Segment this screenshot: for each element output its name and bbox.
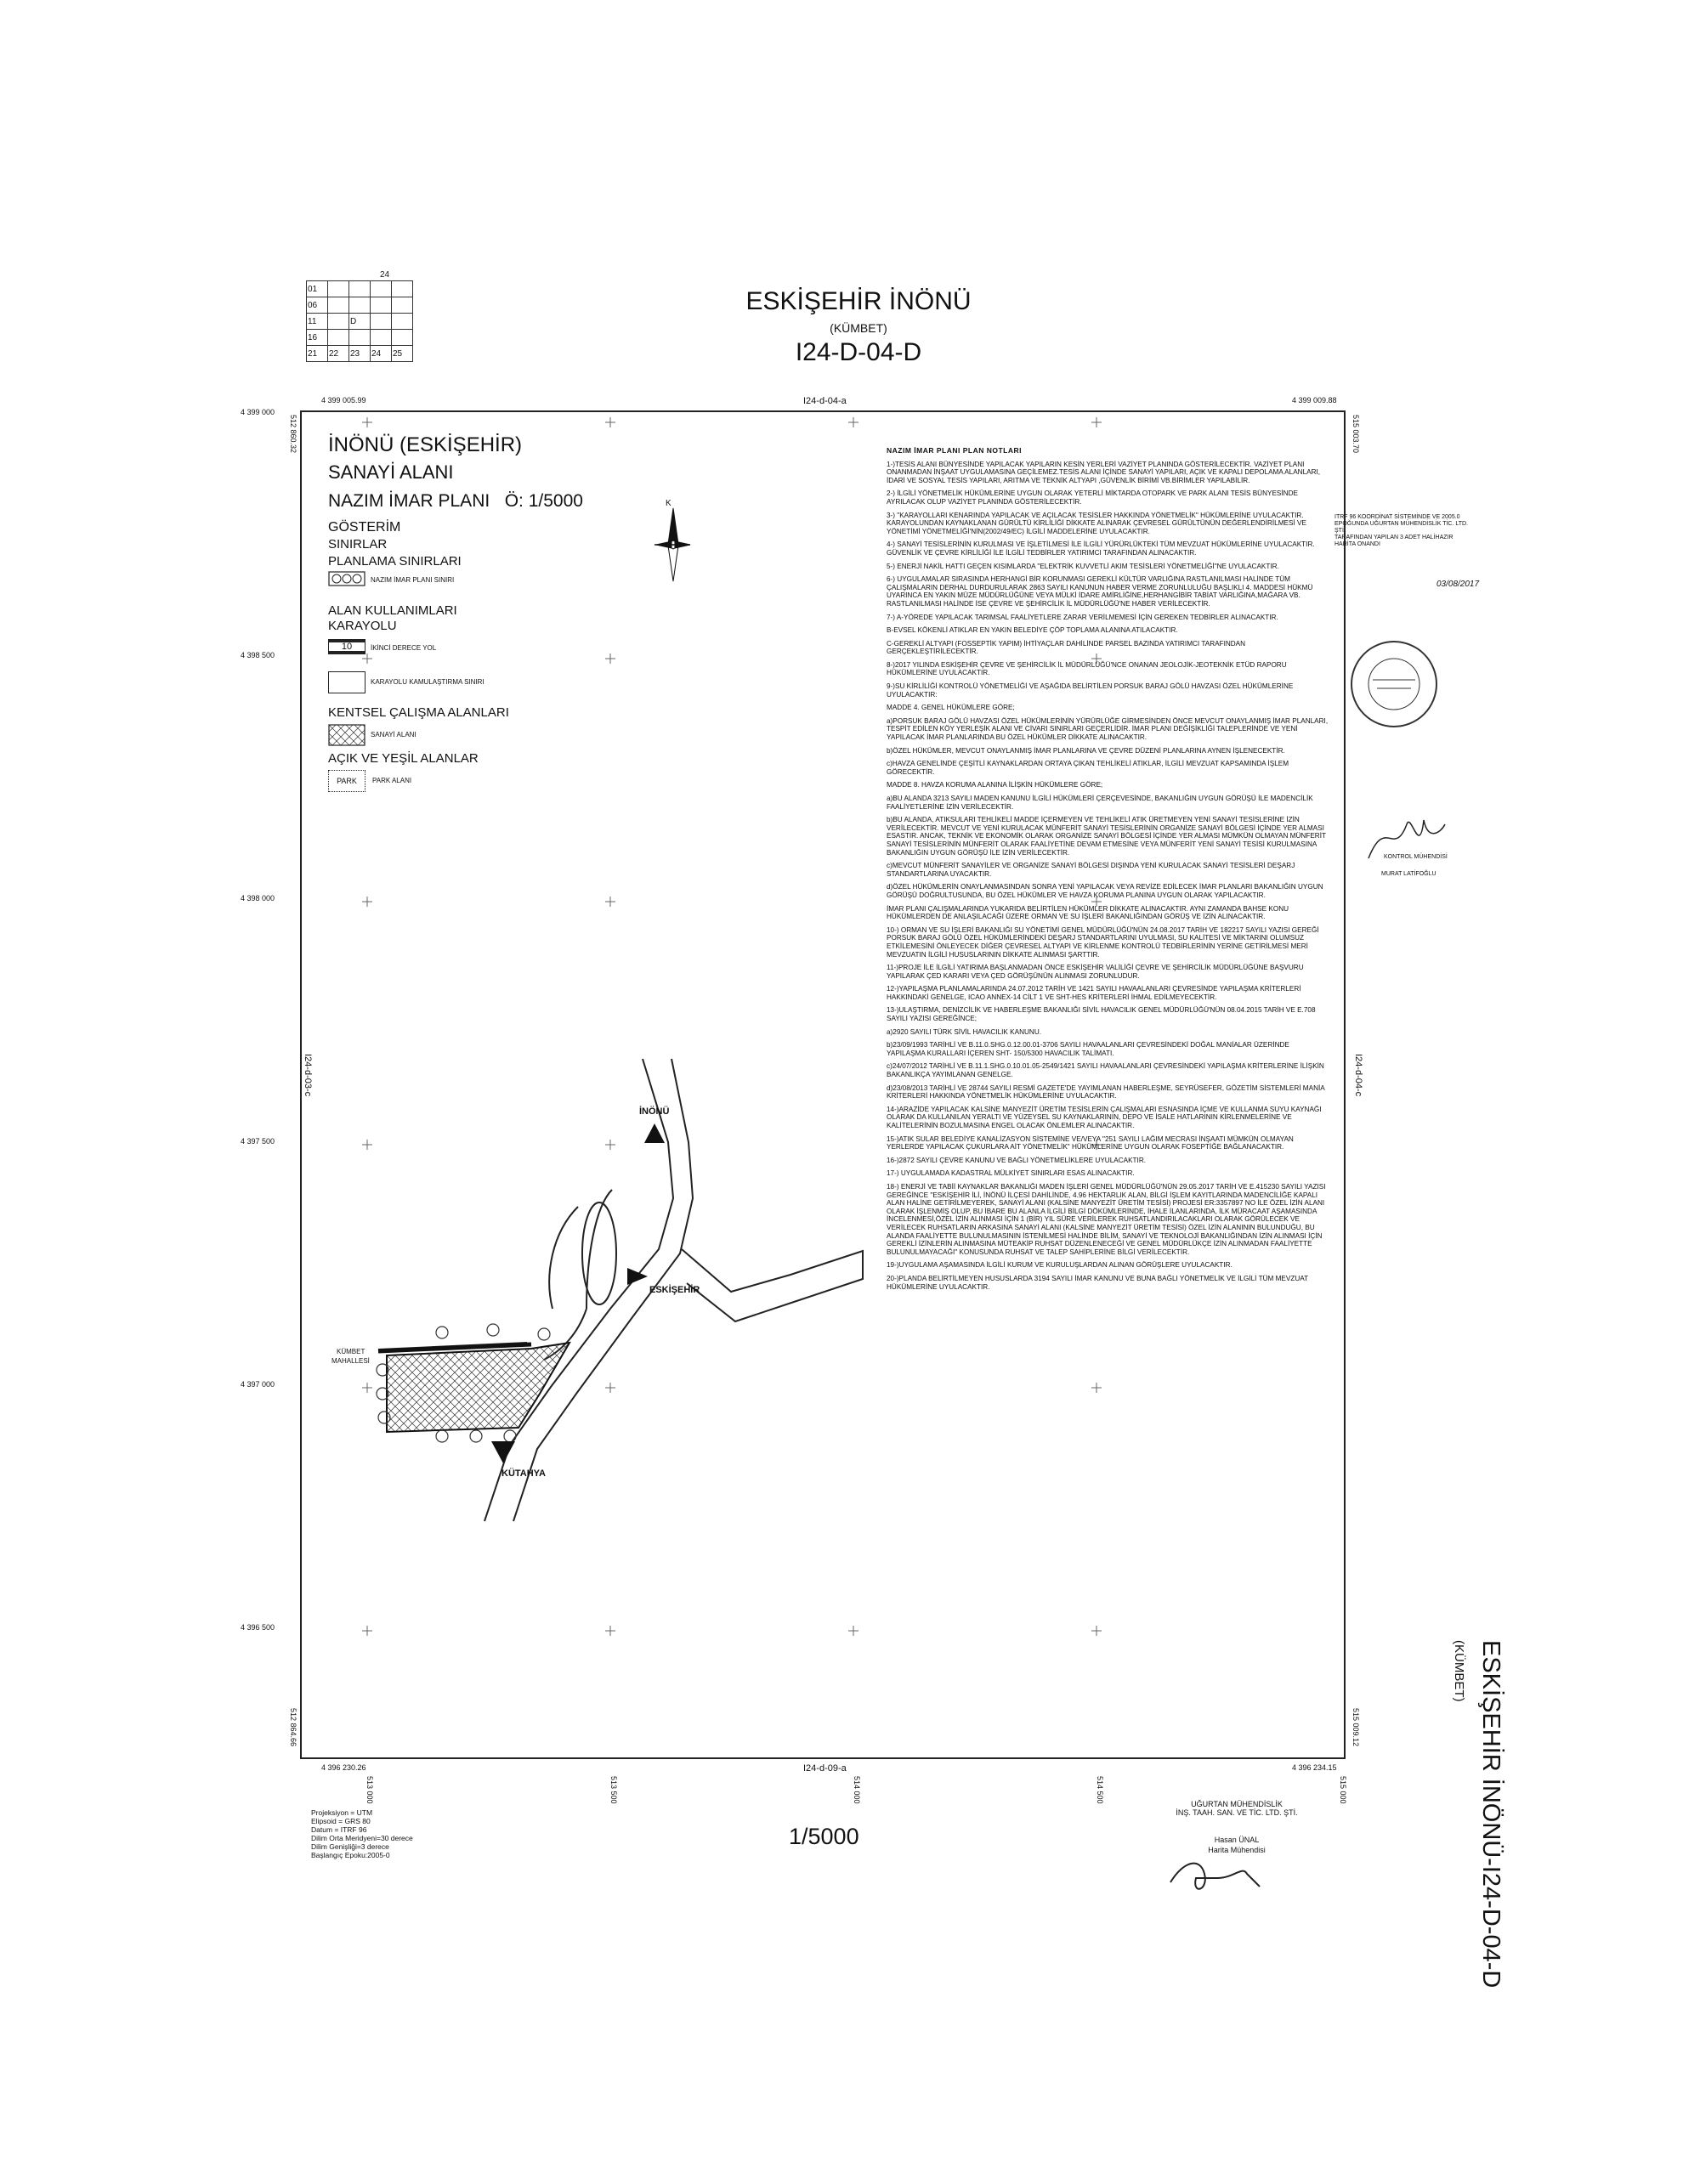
- northing-label: 4 398 000: [241, 894, 275, 902]
- plan-note-item: 17-) UYGULAMADA KADASTRAL MÜLKİYET SINIRLARI ESAS ALINACAKTIR.: [887, 1169, 1135, 1178]
- northing-label: 4 396 500: [241, 1623, 275, 1632]
- legend-alan: ALAN KULLANIMLARI: [328, 603, 457, 618]
- arrow-kutahya-icon: [491, 1441, 515, 1463]
- legend-sinirlar: SINIRLAR: [328, 537, 388, 552]
- plan-note-item: 16-)2872 SAYILI ÇEVRE KANUNU VE BAĞLI YÖNETMELİKLERE UYULACAKTIR.: [887, 1156, 1147, 1164]
- side-note-line: ITRF 96 KOORDİNAT SİSTEMİNDE VE 2005.0: [1334, 514, 1460, 520]
- controller-title: KONTROL MÜHENDİSİ: [1384, 854, 1448, 860]
- plan-boundary-symbol-icon: [328, 571, 366, 586]
- easting-label: 514 500: [1096, 1776, 1104, 1804]
- north-arrow-icon: [654, 508, 690, 581]
- index-grid-cell: 06: [307, 297, 328, 314]
- index-grid-cell: 24: [371, 346, 392, 362]
- arrow-eskisehir-icon: [627, 1268, 648, 1285]
- top-right-coord: 4 399 009.88: [1292, 396, 1337, 405]
- plan-note-item: a)2920 SAYILI TÜRK SİVİL HAVACILIK KANUNU.: [887, 1027, 1042, 1036]
- projection-line: Başlangıç Epoku:2005-0: [311, 1851, 390, 1859]
- legend-title-2: SANAYİ ALANI: [328, 461, 454, 483]
- right-bottom-easting: 515 009.12: [1352, 1708, 1360, 1747]
- plan-note-item: 11-)PROJE İLE İLGİLİ YATIRIMA BAŞLANMADAN ÖNCE ESKİŞEHİR VALİLİĞİ ÇEVRE VE ŞEHİRCİLİK MÜDÜRLÜĞÜNE BAŞVURU YAPILARAK ÇED KARARI VEYA ÇED GÖRÜŞÜNÜN ALINMASI ZORUNLUDUR.: [887, 964, 1304, 980]
- index-grid-cell: 23: [349, 346, 371, 362]
- plan-note-item: 15-)ATIK SULAR BELEDİYE KANALİZASYON SİSTEMİNE VE/VEYA "251 SAYILI LAĞIM MECRASI İNŞAATI MÜMKÜN OLMAYAN YERLERDE YAPILACAK ÇUKURLARA AİT YÖNETMELİK" HÜKÜMLERİNE UYGUN OLARAK FOSEPTİĞE BAĞLANACAKTIR.: [887, 1134, 1294, 1151]
- index-grid-cell: 22: [328, 346, 349, 362]
- legend-acik: AÇIK VE YEŞİL ALANLAR: [328, 751, 479, 766]
- legend-sanayi: SANAYİ ALANI: [371, 731, 416, 738]
- industrial-area: [387, 1343, 570, 1432]
- bottom-right-coord: 4 396 234.15: [1292, 1763, 1337, 1772]
- plan-note-item: MADDE 4. GENEL HÜKÜMLERE GÖRE;: [887, 704, 1015, 712]
- plan-note-item: c)24/07/2012 TARİHLİ VE B.11.1.SHG.0.10.01.05-2549/1421 SAYILI HAVAALANLARI ÇEVRESİNDEKİ YAPILAŞMA KRİTERLERİNE İLİŞKİN BAKANLIKÇA YAYIMLANAN GENELGE.: [887, 1062, 1324, 1079]
- plan-note-item: c)HAVZA GENELİNDE ÇEŞİTLİ KAYNAKLARDAN ORTAYA ÇIKAN TEHLİKELİ ATIKLAR, İLGİLİ MEVZUAT KAPSAMINDA İŞLEM GÖRECEKTİR.: [887, 760, 1289, 776]
- plan-note-item: 18-) ENERJİ VE TABİİ KAYNAKLAR BAKANLIĞI MADEN İŞLERİ GENEL MÜDÜRLÜĞÜ'NÜN 29.05.2017 TARİH VE E.415230 SAYILI YAZISI GEREĞİNCE "ESKİŞEHİR İLİ, İNÖNÜ İLÇESİ DAHİLİNDE, 4.96 HEKTARLIK ALAN, BİLGİ İŞLEM KAYITLARINDA MADENCİLİĞE KAPALI ALAN HALİNE GETİRİLMEYEREK, SANAYİ ALANI (KALSİNE MANYEZİT ÜRETİM TESİSİ) PROJESİ ER:3357897 NO İLE ÖZEL İZİN ALANI OLARAK İŞLENMİŞ OLUP, BU İBARE BU ALANLA İLGİLİ BİLGİ DÖKÜMLERİNDE, İHALE İLANLARINDA, İLK MÜRACAAT AŞAMASINDA İNCELENMESİ,ÖZEL İZİN ALINMASI İÇİN 1 (BİR) YIL SÜRE VERİLEREK RUHSATLANDIRILACAKLARI OLARAK GÖRÜLECEK VE VERİLECEK RUHSATLARIN ARKASINA SANAYİ ALANI (KALSİNE MANYEZİT ÜRETİM TESİSİ) ÖZEL İZİN ALANININ BULUNDUĞU, BU ALANDA FAALİYETTE BULUNULMASININ İSTENİLMESİ HALİNDE BİLİM, SANAYİ VE TEKNOLOJİ BAKANLIĞINDAN İZİN ALINMASI İÇİN GEREKLİ İZİNLERİN ALINMASINA MÜTEAKİP RUHSAT DÜZENLENECEĞİ VE GENEL MÜDÜRLÜKÇE İZİN ALINMADAN FAALİYETTE BULUNULMAYACAĞI" KONUSUNDA RUHSAT VE TALEP SAHİPLERİNE BİLGİ VERİLECEKTİR.: [887, 1182, 1326, 1256]
- side-note: [1334, 514, 1479, 548]
- left-sheet-label: I24-d-03-c: [303, 1054, 313, 1097]
- projection-line: Datum = ITRF 96: [311, 1825, 367, 1834]
- index-corner-label: 24: [380, 270, 390, 280]
- company-line: İNŞ. TAAH. SAN. VE TİC. LTD. ŞTİ.: [1176, 1808, 1298, 1817]
- notes-title: NAZIM İMAR PLANI PLAN NOTLARI: [887, 446, 1022, 455]
- index-grid-cell: 16: [307, 330, 328, 346]
- plan-note-item: b)BU ALANDA, ATIKSULARI TEHLİKELİ MADDE İÇERMEYEN VE TEHLİKELİ ATIK ÜRETMEYEN YENİ SANAYİ TESİSLERİNE İZİN VERİLECEKTİR. MEVCUT VE YENİ KURULACAK MÜNFERİT SANAYİ TESİSLERİNİN ORGANİZE SANAYİ BÖLGESİ İÇİNDE YER ALMASI ESASTIR. ANCAK, TEKNİK VE EKONOMİK OLARAK ORGANİZE SANAYİ BÖLGESİ İÇİNDE YER ALMASI MÜMKÜN OLMAYAN MÜNFERİT SANAYİ TESİSLERİNİN MÜNFERİT OLARAK FAALİYETİNE DEVAM ETMESİNE VEYA MÜNFERİT YENİ SANAYİ TESİSİ KURULMASINA BAKANLIĞIN UYGUN GÖRÜŞÜ İLE İZİN VERİLECEKTİR.: [887, 816, 1326, 857]
- projection-line: Dilim Genişliği=3 derece: [311, 1842, 389, 1851]
- plan-note-item: a)PORSUK BARAJ GÖLÜ HAVZASI ÖZEL HÜKÜMLERİNİN YÜRÜRLÜĞE GİRMESİNDEN ÖNCE MEVCUT ONAYLANMIŞ İMAR PLANLARI, TESPİT EDİLEN KÖY YERLEŞİK ALANI VE CİVARI SINIRLARI GEÇERLİDİR. İMAR PLANI DEĞİŞİKLİĞİ TALEPLERİNDE VE YENİ YAPILACAK İMAR PLANLARINDA BU ÖZEL HÜKÜMLER DİKKATE ALINACAKTIR.: [887, 716, 1329, 742]
- legend-ikinci: İKİNCİ DERECE YOL: [371, 644, 437, 652]
- plan-note-item: 13-)ULAŞTIRMA, DENİZCİLİK VE HABERLEŞME BAKANLIĞI SİVİL HAVACILIK GENEL MÜDÜRLÜĞÜ'NÜN 08.04.2015 TARİH VE E.708 SAYILI YAZISI GEREĞİNCE;: [887, 1006, 1316, 1023]
- northing-label: 4 398 500: [241, 651, 275, 659]
- legend-gosterim: GÖSTERİM: [328, 520, 401, 535]
- index-grid-cell: 11: [307, 314, 328, 330]
- northing-label: 4 399 000: [241, 408, 275, 416]
- engineer-signature-icon: [1166, 1853, 1285, 1904]
- engineer-name: Hasan ÜNAL: [1214, 1836, 1260, 1844]
- left-top-easting: 512 860.32: [289, 415, 298, 454]
- engineer-title: Harita Mühendisi: [1208, 1846, 1266, 1854]
- legend-park: PARK ALANI: [372, 777, 412, 784]
- label-eskisehir: ESKİŞEHİR: [649, 1285, 700, 1295]
- top-left-coord: 4 399 005.99: [321, 396, 366, 405]
- vertical-title: ESKİŞEHİR İNÖNÜ-I24-D-04-D: [1477, 1640, 1504, 1989]
- road-number: 10: [341, 642, 353, 652]
- side-note-date: 03/08/2017: [1436, 580, 1480, 589]
- notes-list: [887, 461, 1329, 1292]
- plan-note-item: d)23/08/2013 TARİHLİ VE 28744 SAYILI RESMİ GAZETE'DE YAYIMLANAN HABERLEŞME, SEYRÜSEFER, GÖZETİM SİSTEMLERİ MANİA KRİTERLERİ HAKKINDA YÖNETMELİK HÜKÜMLERİNE UYULACAKTIR.: [887, 1084, 1325, 1100]
- plan-note-item: 19-)UYGULAMA AŞAMASINDA İLGİLİ KURUM VE KURULUŞLARDAN ALINAN GÖRÜŞLERE UYULACAKTIR.: [887, 1261, 1232, 1270]
- left-bottom-easting: 512 864.66: [289, 1708, 298, 1747]
- side-note-line: HARİTA ONANDI: [1334, 541, 1380, 547]
- plan-note-item: 8-)2017 YILINDA ESKİŞEHİR ÇEVRE VE ŞEHİRCİLİK İL MÜDÜRLÜĞÜ'NCE ONANAN JEOLOJİK-JEOTEKNİK ETÜD RAPORU HÜKÜMLERİNE UYULACAKTIR.: [887, 660, 1287, 677]
- expropriation-symbol: [328, 671, 366, 693]
- road-symbol: [328, 639, 366, 654]
- plan-note-item: 6-) UYGULAMALAR SIRASINDA HERHANGİ BİR KORUNMASI GEREKLİ KÜLTÜR VARLIĞINA RASTLANILMASI HALİNDE TÜM ÇALIŞMALARIN DERHAL DURDURULARAK 2863 SAYILI KANUNUN HABER VERME ZORUNLULUĞU BAŞLIKLI 4. MADDESİ HÜKMÜ UYARINCA EN YAKIN MÜZE MÜDÜRLÜĞÜNE VEYA MÜLKİ İDARE AMİRLİĞİNE,HERHANGİBİR TABİAT VARLIĞINA,MAĞARA VB. RASTLANILMASI HALİNDE İSE ÇEVRE VE ŞEHİRCİLİK İL MÜDÜRLÜĞÜ'NE HABER VERİLECEKTİR.: [887, 575, 1313, 608]
- plan-note-item: MADDE 8. HAVZA KORUMA ALANINA İLİŞKİN HÜKÜMLERE GÖRE;: [887, 781, 1103, 789]
- legend-karayolu: KARAYOLU: [328, 619, 397, 633]
- plan-note-item: b)ÖZEL HÜKÜMLER, MEVCUT ONAYLANMIŞ İMAR PLANLARINA VE ÇEVRE DÜZENİ PLANLARINA AYNEN İŞLENECEKTİR.: [887, 746, 1285, 755]
- controller-name: MURAT LATİFOĞLU: [1381, 871, 1436, 877]
- legend-planlama: PLANLAMA SINIRLARI: [328, 554, 462, 569]
- plan-note-item: C-GEREKLİ ALTYAPI (FOSSEPTİK YAPIM) İHTİYAÇLAR DAHİLİNDE PARSEL BAZINDA YATIRIMCI TARAFINDAN GERÇEKLEŞTİRİLECEKTİR.: [887, 639, 1246, 656]
- legend-title-3: NAZIM İMAR PLANI Ö: 1/5000: [328, 491, 583, 511]
- plan-note-item: 9-)SU KİRLİLİĞİ KONTROLÜ YÖNETMELİĞİ VE AŞAĞIDA BELİRTİLEN PORSUK BARAJ GÖLÜ HAVZASI ÖZEL HÜKÜMLERİNE UYULACAKTIR:: [887, 682, 1294, 699]
- plan-note-item: 20-)PLANDA BELİRTİLMEYEN HUSUSLARDA 3194 SAYILI İMAR KANUNU VE BUNA BAĞLI YÖNETMELİK VE İLGİLİ TÜM MEVZUAT HÜKÜMLERİNE UYULACAKTIR.: [887, 1274, 1308, 1291]
- index-grid-cell: 01: [307, 281, 328, 297]
- plan-note-item: 3-) "KARAYOLLARI KENARINDA YAPILACAK VE AÇILACAK TESİSLER HAKKINDA YÖNETMELİK" HÜKÜMLERİNE UYULACAKTIR. KARAYOLUNDAN KAYNAKLANAN GÜRÜLTÜ KİRLİLİĞİ DİKKATE ALINARAK ÇEVRESEL GÜRÜLTÜNÜN DEĞERLENDİRİLMESİ VE YÖNETİMİ YÖNETMELİĞİ'NİN(2002/49/EC) İLGİLİ MADDELERİNE UYULACAKTIR.: [887, 511, 1306, 535]
- easting-label: 514 000: [853, 1776, 861, 1804]
- sheet-number: I24-D-04-D: [795, 338, 922, 366]
- index-grid-cell: 25: [392, 346, 413, 362]
- company-block: [1143, 1800, 1330, 1817]
- sheet-title: ESKİŞEHİR İNÖNÜ: [745, 287, 972, 315]
- legend-kentsel: KENTSEL ÇALIŞMA ALANLARI: [328, 705, 509, 720]
- plan-note-item: 5-) ENERJİ NAKİL HATTI GEÇEN KISIMLARDA "ELEKTRİK KUVVETLİ AKIM TESİSLERİ YÖNETMELİĞİ"NE UYULACAKTIR.: [887, 562, 1279, 570]
- park-symbol: [328, 770, 366, 792]
- official-seal-icon: [1347, 637, 1441, 731]
- index-grid-cell: 21: [307, 346, 328, 362]
- top-center-sheet: I24-d-04-a: [803, 396, 847, 406]
- park-symbol-label: PARK: [337, 777, 357, 785]
- side-note-line: EPOĞUNDA UĞURTAN MÜHENDİSLİK TİC. LTD. ŞTİ.: [1334, 521, 1469, 534]
- label-kutahya: KÜTAHYA: [502, 1468, 546, 1479]
- index-grid-cell: D: [349, 314, 371, 330]
- projection-info: [311, 1808, 413, 1859]
- plan-note-item: 1-)TESİS ALANI BÜNYESİNDE YAPILACAK YAPILARIN KESİN YERLERİ VAZİYET PLANINDA GÖSTERİLECEKTİR. VAZİYET PLANI ONANMADAN İNŞAAT UYGULAMASINA GEÇİLEMEZ.TESİS ALANI İÇİNDE SANAYİ YAPILARI, AÇIK VE KAPALI DEPOLAMA ALANLARI, İDARİ VE SOSYAL TESİS YAPILARI, ARITMA VE TEKNİK ALTYAPI ,GÜVENLİK BİRİMİ VB.BİRİMLER YAPILABİLİR.: [887, 460, 1321, 484]
- easting-label: 513 000: [366, 1776, 374, 1804]
- label-kumbet: KÜMBET: [337, 1348, 366, 1355]
- plan-note-item: 4-) SANAYİ TESİSLERİNİN KURULMASI VE İŞLETİLMESİ İLE İLGİLİ YÜRÜRLÜKTEKİ TÜM MEVZUAT HÜKÜMLERİNE UYULACAKTIR. GÜVENLİK VE ÇEVRE KİRLİLİĞİ İLE İLGİLİ TEDBİRLER YATIRIMCI TARAFINDAN ALINACAKTIR.: [887, 540, 1315, 557]
- vertical-subtitle: (KÜMBET): [1452, 1640, 1466, 1702]
- right-sheet-label: I24-d-04-c: [1353, 1054, 1363, 1097]
- northing-label: 4 397 500: [241, 1137, 275, 1146]
- bottom-left-coord: 4 396 230.26: [321, 1763, 366, 1772]
- bottom-center-sheet: I24-d-09-a: [803, 1763, 847, 1774]
- scale-label: 1/5000: [789, 1824, 859, 1849]
- plan-note-item: B-EVSEL KÖKENLİ ATIKLAR EN YAKIN BELEDİYE ÇÖP TOPLAMA ALANINA ATILACAKTIR.: [887, 626, 1178, 635]
- plan-note-item: a)BU ALANDA 3213 SAYILI MADEN KANUNU İLGİLİ HÜKÜMLERİ ÇERÇEVESİNDE, BAKANLIĞIN UYGUN GÖRÜŞÜ İLE MADENCİLİK FAALİYETLERİNE İZİN VERİLECEKTİR.: [887, 795, 1313, 811]
- easting-label: 515 000: [1339, 1776, 1347, 1804]
- plan-note-item: İMAR PLANI ÇALIŞMALARINDA YUKARIDA BELİRTİLEN HÜKÜMLER DİKKATE ALINACAKTIR. AYNI ZAMANDA BAHSE KONU HÜKÜMLERDEN DE ANLAŞILACAĞI ÜZERE ORMAN VE SU İŞLERİ BAKANLIĞINDAN GÖRÜŞ VE İZİN ALINACAKTIR.: [887, 904, 1289, 921]
- easting-label: 513 500: [609, 1776, 618, 1804]
- legend-kamulastirma: KARAYOLU KAMULAŞTIRMA SINIRI: [371, 678, 484, 686]
- north-label: K: [666, 499, 672, 508]
- sheet-subtitle: (KÜMBET): [830, 321, 887, 335]
- company-line: UĞURTAN MÜHENDİSLİK: [1191, 1800, 1283, 1808]
- projection-line: Elipsoid = GRS 80: [311, 1817, 371, 1825]
- industrial-symbol-icon: [328, 724, 366, 746]
- plan-note-item: c)MEVCUT MÜNFERİT SANAYİLER VE ORGANİZE SANAYİ BÖLGESİ DIŞINDA YENİ KURULACAK SANAYİ TESİSLERİ DEŞARJ STANDARTLARINA UYACAKTIR.: [887, 862, 1295, 878]
- plan-note-item: d)ÖZEL HÜKÜMLERİN ONAYLANMASINDAN SONRA YENİ YAPILACAK VEYA REVİZE EDİLECEK İMAR PLANLARI BAKANLIĞIN UYGUN GÖRÜŞÜ DOĞRULTUSUNDA, BU ÖZEL HÜKÜMLER VE HAVZA KORUMA PLANINA UYGUN OLARAK YAPILACAKTIR.: [887, 883, 1323, 899]
- plan-note-item: 2-) İLGİLİ YÖNETMELİK HÜKÜMLERİNE UYGUN OLARAK YETERLİ MİKTARDA OTOPARK VE PARK ALANI TESİS BÜNYESİNDE AYRILACAK OLUP VAZİYET PLANINDA GÖSTERİLECEKTİR.: [887, 489, 1298, 506]
- side-note-line: TARAFINDAN YAPILAN 3 ADET HALİHAZIR: [1334, 535, 1454, 540]
- plan-note-item: 14-)ARAZİDE YAPILACAK KALSİNE MANYEZİT ÜRETİM TESİSLERİN ÇALIŞMALARI ESNASINDA İÇME VE KULLANMA SUYU KAYNAĞI OLARAK DA KULLANILAN YERALTI VE YÜZEYSEL SU KAYNAKLARININ, DEPO VE İSALE HATLARININ KİRLENMELERİNE VE KALİTELERİNİN BOZULMASINA ENGEL OLACAK ÖNLEMLER ALINACAKTIR.: [887, 1105, 1322, 1129]
- label-mahallesi: MAHALLESİ: [332, 1357, 370, 1365]
- plan-note-item: 12-)YAPILAŞMA PLANLAMALARINDA 24.07.2012 TARİH VE 1421 SAYILI HAVAALANLARI ÇEVRESİNDE YAPILAŞMA KRİTERLERİ HAKKINDAKİ GENELGE, ICAO ANNEX-14 CİLT 1 VE SHT-HES KRİTERLERİ İHMAL EDİLMEYECEKTİR.: [887, 985, 1301, 1001]
- plan-note-item: 10-) ORMAN VE SU İŞLERİ BAKANLIĞI SU YÖNETİMİ GENEL MÜDÜRLÜĞÜ'NÜN 24.08.2017 TARİH VE 182217 SAYILI YAZISI GEREĞİ PORSUK BARAJ GÖLÜ ÖZEL HÜKÜMLERİNDEKİ DEŞARJ STANDARTLARINI UYULMASI, SU KALİTESİ VE MİKTARINI OLUMSUZ ETKİLEMESİNİ ÖNLEYECEK DİĞER ÇEVRESEL ALTYAPI VE KİRLENME KONTROLÜ TEDBİRLERİNİN YERİNE GETİRİLMESİ MERİ MEVZUATIN İLGİLİ HUSUSLARININ DİKKATE ALINMASI ŞARTTIR.: [887, 925, 1319, 959]
- arrow-inonu-icon: [644, 1123, 665, 1143]
- plan-note-item: b)23/09/1993 TARİHLİ VE B.11.0.SHG.0.12.00.01-3706 SAYILI HAVAALANLARI ÇEVRESİNDEKİ DOĞAL MANİALAR ÜZERİNDE YAPILAŞMA KURALLARI İÇEREN SHT- 150/5300 HAVACILIK TALİMATI.: [887, 1041, 1289, 1057]
- legend-nazim-siniri: NAZIM İMAR PLANI SINIRI: [371, 576, 455, 584]
- projection-line: Projeksiyon = UTM: [311, 1808, 373, 1817]
- projection-line: Dilim Orta Meridyeni=30 derece: [311, 1834, 413, 1842]
- northing-label: 4 397 000: [241, 1380, 275, 1389]
- right-top-easting: 515 003.70: [1352, 415, 1360, 454]
- plan-note-item: 7-) A-YÖREDE YAPILACAK TARIMSAL FAALİYETLERE ZARAR VERİLMEMESİ İÇİN GEREKEN TEDBİRLER ALINACAKTIR.: [887, 613, 1278, 621]
- legend-title-1: İNÖNÜ (ESKİŞEHİR): [328, 433, 523, 456]
- label-inonu: İNÖNÜ: [639, 1106, 670, 1117]
- plan-notes: [887, 447, 1329, 1296]
